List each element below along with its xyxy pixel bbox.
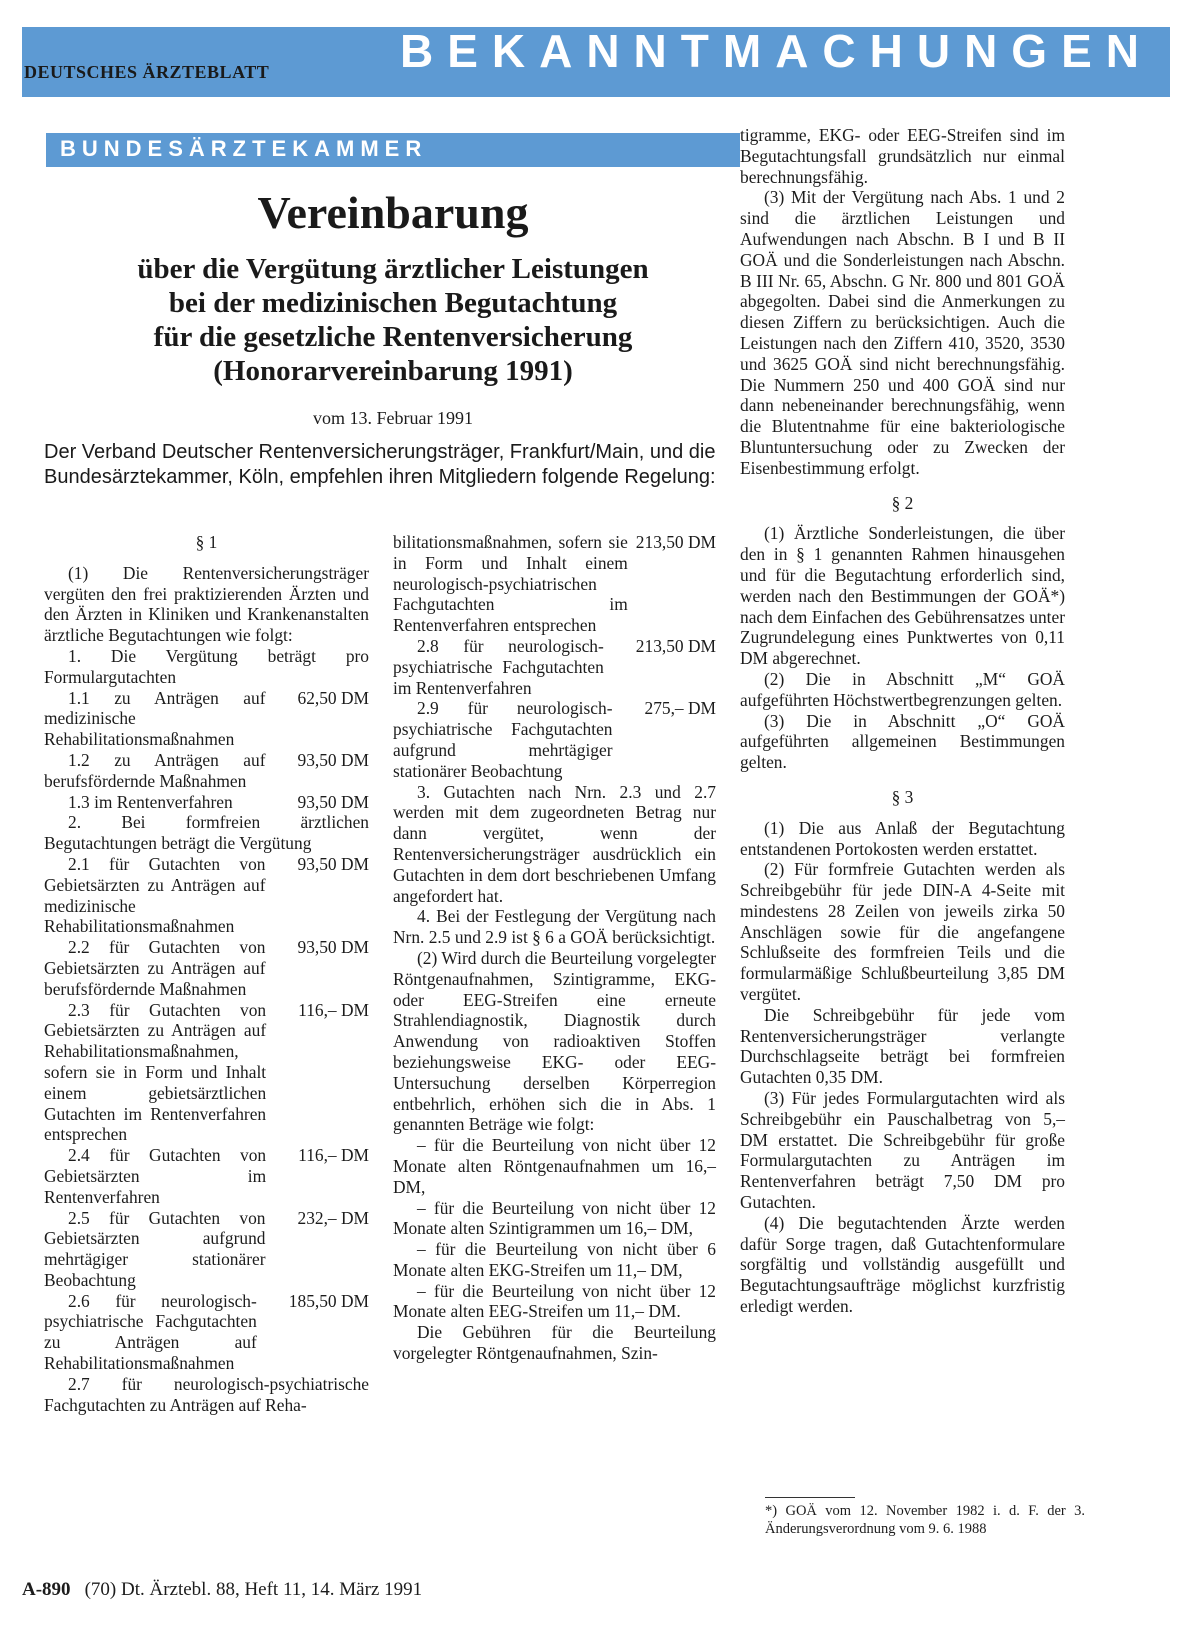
list-item: – für die Beurteilung von nicht über 6 Monate alten EKG-Streifen um 11,– DM, bbox=[393, 1239, 716, 1280]
fee-item bbox=[44, 1208, 369, 1291]
paragraph: (4) Die begutachtenden Ärzte werden dafür Sorge tragen, daß Gutachtenformulare sorgfältig und vollständig ausgefüllt und Begutachtungsaufträge möglichst kurzfristig erledigt werden. bbox=[740, 1212, 1065, 1317]
fee-item bbox=[393, 698, 716, 781]
fee-value: 116,– DM bbox=[298, 1145, 369, 1166]
fee-value: 93,50 DM bbox=[297, 853, 369, 874]
fee-value: 275,– DM bbox=[644, 698, 716, 719]
paragraph: (2) Die in Abschnitt „M“ GOÄ aufgeführten Höchstwertbegrenzungen gelten. bbox=[740, 668, 1065, 710]
section-heading: § 2 bbox=[891, 492, 914, 513]
paragraph: Die Gebühren für die Beurteilung vorgelegter Röntgenaufnahmen, Szin- bbox=[393, 1322, 716, 1364]
fee-item bbox=[44, 1000, 369, 1146]
section-heading: § 1 bbox=[195, 532, 218, 552]
fee-item bbox=[44, 750, 369, 792]
fee-value: 93,50 DM bbox=[297, 937, 369, 958]
fee-item-text: 2.1 für Gutachten von Gebietsärzten zu Anträgen auf medizinische Rehabilitationsmaßnahmen bbox=[44, 853, 266, 937]
fee-item bbox=[393, 636, 716, 698]
paragraph: (1) Die Rentenversicherungsträger vergüten den frei praktizierenden Ärzten und den Ärzten in Kliniken und Krankenanstalten ärztliche Begutachtungen wie folgt: bbox=[44, 562, 369, 646]
fee-value: 93,50 DM bbox=[297, 749, 369, 770]
paragraph: 1. Die Vergütung beträgt pro Formulargutachten bbox=[44, 645, 369, 687]
fee-value: 93,50 DM bbox=[297, 791, 369, 812]
fee-item bbox=[44, 1145, 369, 1207]
paragraph: (3) Die in Abschnitt „O“ GOÄ aufgeführten allgemeinen Bestimmungen gelten. bbox=[740, 710, 1065, 773]
paragraph: 4. Bei der Festlegung der Vergütung nach Nrn. 2.5 und 2.9 ist § 6 a GOÄ berücksichtigt. bbox=[393, 906, 716, 948]
fee-item bbox=[44, 792, 369, 813]
citation: (70) Dt. Ärztebl. 88, Heft 11, 14. März 1991 bbox=[84, 1579, 423, 1600]
fee-item-text: 1.2 zu Anträgen auf berufsfördernde Maßnahmen bbox=[44, 749, 266, 791]
article-title: Vereinbarung bbox=[257, 187, 529, 238]
subtitle-line: für die gesetzliche Rentenversicherung bbox=[153, 321, 633, 353]
fee-item bbox=[393, 532, 716, 636]
article-intro: Der Verband Deutscher Rentenversicherungsträger, Frankfurt/Main, und die Bundesärztekammer, Köln, empfehlen ihren Mitgliedern folgende Regelung: bbox=[44, 441, 716, 488]
fee-value: 232,– DM bbox=[297, 1207, 369, 1228]
journal-name: DEUTSCHES ÄRZTEBLATT bbox=[24, 62, 270, 82]
paragraph: (2) Für formfreie Gutachten werden als Schreibgebühr für jede DIN-A 4-Seite mit mindestens 28 Zeilen von jeweils zirka 50 Anschlägen sowie für die angefangene Schlußseite des formfreien Teils und die formularmäßige Schlußbeurteilung 3,85 DM vergütet. bbox=[740, 859, 1065, 1005]
fee-value: 185,50 DM bbox=[288, 1290, 369, 1311]
list-item: – für die Beurteilung von nicht über 12 Monate alten Szintigrammen um 16,– DM, bbox=[393, 1197, 716, 1239]
footnote-divider bbox=[765, 1497, 855, 1498]
subtitle-line: (Honorarvereinbarung 1991) bbox=[213, 355, 573, 387]
fee-item bbox=[44, 1291, 369, 1374]
page-footer bbox=[22, 1579, 422, 1601]
paragraph: (3) Mit der Vergütung nach Abs. 1 und 2 sind die ärztlichen Leistungen und Aufwendungen nach Abschn. B I und B II GOÄ und die Sonderleistungen nach Abschn. B III Nr. 65, Abschn. G Nr. 800 und 801 GOÄ abgegolten. Dabei sind die Anmerkungen zu diesen Ziffern zu berücksichtigen. Auch die Leistungen nach den Ziffern 410, 3520, 3530 und 3625 GOÄ sind nicht berechnungsfähig. Die Nummern 250 und 400 GOÄ sind nur dann nebeneinander berechnungsfähig, wenn die Blutentnahme für eine bakteriologische Bluntuntersuchung oder zu Zwecken der Eisenbestimmung erfolgt. bbox=[740, 187, 1065, 478]
paragraph: Die Schreibgebühr für jede vom Rentenversicherungsträger verlangte Durchschlagseite beträgt bei formfreien Gutachten 0,35 DM. bbox=[740, 1004, 1065, 1088]
list-item: – für die Beurteilung von nicht über 12 Monate alten Röntgenaufnahmen um 16,– DM, bbox=[393, 1135, 716, 1197]
fee-value: 62,50 DM bbox=[297, 687, 369, 708]
fee-item-text: 1.1 zu Anträgen auf medizinische Rehabilitationsmaßnahmen bbox=[44, 687, 266, 750]
paragraph: 2.7 für neurologisch-psychiatrische Fachgutachten zu Anträgen auf Reha- bbox=[44, 1373, 369, 1415]
paragraph: (2) Wird durch die Beurteilung vorgelegter Röntgenaufnahmen, Szintigramme, EKG- oder EEG-Streifen eine erneute Strahlendiagnostik, Diagnostik durch Anwendung von radioaktiven Stoffen beziehungsweise EKG- oder EEG-Untersuchung derselben Körperregion entbehrlich, erhöhen sich die in Abs. 1 genannten Beträge wie folgt: bbox=[393, 947, 716, 1135]
paragraph: 2. Bei formfreien ärztlichen Begutachtungen beträgt die Vergütung bbox=[44, 812, 369, 854]
fee-item-text: 2.9 für neurologisch-psychiatrische Fachgutachten aufgrund mehrtägiger stationärer Beobachtung bbox=[393, 698, 613, 781]
article-date: vom 13. Februar 1991 bbox=[313, 408, 473, 428]
section-header: BEKANNTMACHUNGEN bbox=[400, 25, 1153, 77]
paragraph: (3) Für jedes Formulargutachten wird als Schreibgebühr ein Pauschalbetrag von 5,– DM erstattet. Die Schreibgebühr für große Formulargutachten zu Anträgen im Rentenverfahren beträgt 7,50 DM pro Gutachten. bbox=[740, 1088, 1065, 1213]
fee-item bbox=[44, 854, 369, 937]
fee-item bbox=[44, 688, 369, 750]
subsection-label: BUNDESÄRZTEKAMMER bbox=[60, 136, 428, 161]
fee-item bbox=[44, 937, 369, 999]
subtitle-line: über die Vergütung ärztlicher Leistungen bbox=[137, 253, 649, 285]
paragraph: (1) Die aus Anlaß der Begutachtung entstandenen Portokosten werden erstattet. bbox=[740, 817, 1065, 859]
fee-item-text: 2.2 für Gutachten von Gebietsärzten zu Anträgen auf berufsfördernde Maßnahmen bbox=[44, 937, 266, 999]
column-2 bbox=[393, 532, 716, 1364]
article-subtitle bbox=[46, 252, 740, 388]
fee-value: 213,50 DM bbox=[635, 532, 716, 552]
section-heading: § 3 bbox=[891, 786, 914, 807]
fee-item-text: bilitationsmaßnahmen, sofern sie in Form und Inhalt einem neurologisch-psychiatrischen Fachgutachten im Rentenverfahren entsprechen bbox=[393, 532, 628, 636]
fee-item-text: 2.4 für Gutachten von Gebietsärzten im Rentenverfahren bbox=[44, 1145, 267, 1207]
fee-value: 213,50 DM bbox=[635, 635, 716, 656]
fee-item-text: 1.3 im Rentenverfahren bbox=[68, 791, 233, 812]
paragraph: tigramme, EKG- oder EEG-Streifen sind im Begutachtungsfall grundsätzlich nur einmal berechnungsfähig. bbox=[740, 125, 1065, 187]
subtitle-line: bei der medizinischen Begutachtung bbox=[168, 287, 618, 319]
paragraph: (1) Ärztliche Sonderleistungen, die über den in § 1 genannten Rahmen hinausgehen und für die Begutachtung erforderlich sind, werden nach den Bestimmungen der GOÄ*) nach dem Einfachen des Gebührensatzes unter Zugrundelegung eines Punktwertes von 0,11 DM abgerechnet. bbox=[740, 523, 1065, 669]
fee-item-text: 2.3 für Gutachten von Gebietsärzten zu Anträgen auf Rehabilitationsmaßnahmen, sofern sie in Form und Inhalt einem gebietsärztlichen Gutachten im Rentenverfahren entsprechen bbox=[44, 999, 267, 1145]
list-item: – für die Beurteilung von nicht über 12 Monate alten EEG-Streifen um 11,– DM. bbox=[393, 1280, 716, 1322]
fee-item-text: 2.8 für neurologisch-psychiatrische Fachgutachten im Rentenverfahren bbox=[393, 635, 604, 698]
column-1 bbox=[44, 532, 369, 1415]
paragraph: 3. Gutachten nach Nrn. 2.3 und 2.7 werden mit dem zugeordneten Betrag nur dann vergütet, wenn der Rentenversicherungsträger ausdrücklich ein Gutachten in dem dort beschriebenen Umfang angefordert hat. bbox=[393, 781, 716, 906]
footnote: *) GOÄ vom 12. November 1982 i. d. F. der 3. Änderungsverordnung vom 9. 6. 1988 bbox=[765, 1503, 1085, 1537]
fee-item-text: 2.5 für Gutachten von Gebietsärzten aufgrund mehrtägiger stationärer Beobachtung bbox=[44, 1207, 266, 1290]
page-number: A-890 bbox=[22, 1579, 71, 1600]
fee-item-text: 2.6 für neurologisch-psychiatrische Fachgutachten zu Anträgen auf Rehabilitationsmaßnahmen bbox=[44, 1290, 257, 1374]
column-3 bbox=[740, 125, 1065, 1317]
fee-value: 116,– DM bbox=[298, 999, 369, 1020]
